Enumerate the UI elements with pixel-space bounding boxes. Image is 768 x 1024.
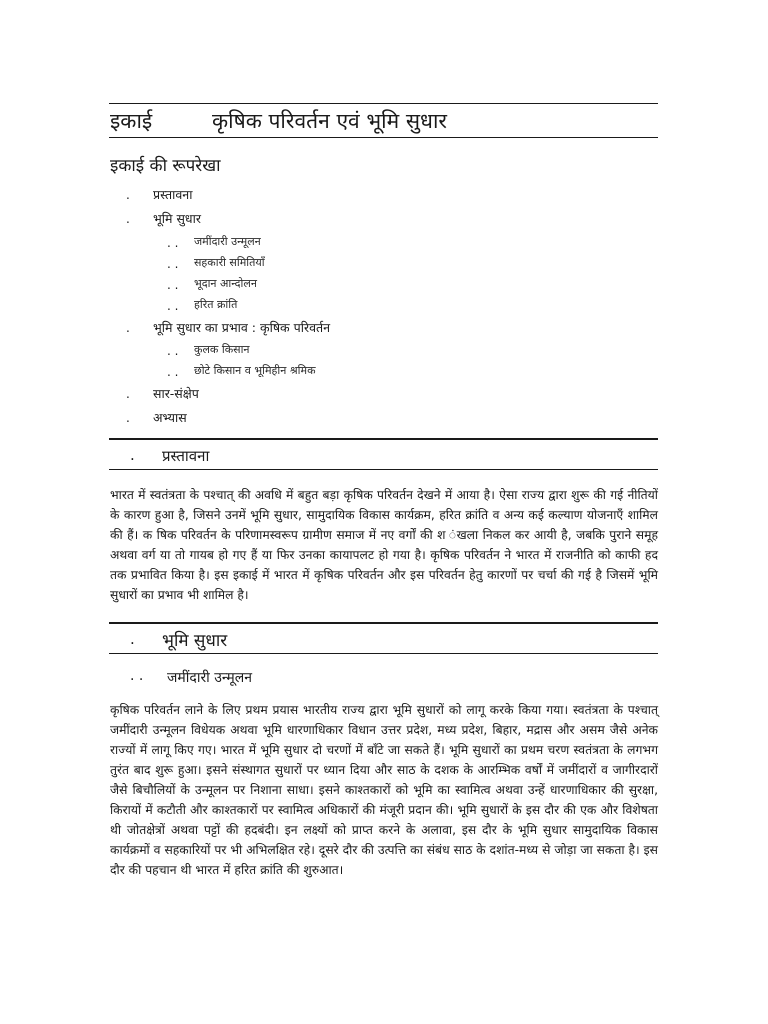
outline-item-label: सार-संक्षेप <box>153 386 199 401</box>
section2-top-rule <box>109 622 658 624</box>
outline-item-number: . <box>126 387 130 401</box>
outline-item-number: . . <box>167 365 179 379</box>
header-top-rule <box>109 103 658 104</box>
section1-number: . <box>130 446 135 464</box>
outline-item-number: . <box>126 321 130 335</box>
outline-item-number: . . <box>167 299 179 313</box>
section1-bottom-rule <box>109 469 658 470</box>
outline-item-label: जमींदारी उन्मूलन <box>194 235 261 248</box>
subsection-number: . . <box>130 668 144 684</box>
outline-item-number: . . <box>167 236 179 250</box>
outline-item-label: भूमि सुधार का प्रभाव : कृषिक परिवर्तन <box>153 320 331 335</box>
outline-item-number: . <box>126 212 130 226</box>
outline-item-number: . <box>126 188 130 202</box>
unit-label: इकाई <box>110 109 153 133</box>
outline-item-label: हरित क्रांति <box>194 298 238 311</box>
section2-title: भूमि सुधार <box>162 631 228 651</box>
section2-bottom-rule <box>109 653 658 654</box>
outline-title: इकाई की रूपरेखा <box>110 156 221 176</box>
outline-item-label: सहकारी समितियाँ <box>194 256 265 269</box>
outline-item-number: . . <box>167 278 179 292</box>
header-bottom-rule <box>109 137 658 138</box>
outline-item-label: अभ्यास <box>153 410 187 425</box>
section2-number: . <box>130 630 135 648</box>
section1-body: भारत में स्वतंत्रता के पश्चात् की अवधि में बहुत बड़ा कृषिक परिवर्तन देखने में आया है। ऐसा राज्य द्वारा शुरू की गई नीतियों के कारण हुआ है, जिसने उनमें भूमि सुधार, सामुदायिक विकास कार्यक्रम, हरित क्रांति व अन्य कई कल्याण योजनाएँ शामिल की हैं। क षिक परिवर्तन के परिणामस्वरूप ग्रामीण समाज में नए वर्गों की श ंखला निकल कर आयी है, जबकि पुराने समूह अथवा वर्ग या तो गायब हो गए हैं या फिर उनका कायापलट हो गया है। कृषिक परिवर्तन ने भारत में राजनीति को काफी हद तक प्रभावित किया है। इस इकाई में भारत में कृषिक परिवर्तन और इस परिवर्तन हेतु कारणों पर चर्चा की गई है जिसमें भूमि सुधारों का प्रभाव भी शामिल है। <box>110 488 658 602</box>
outline-item-number: . <box>126 411 130 425</box>
subsection-title: जमींदारी उन्मूलन <box>167 670 253 686</box>
outline-item-label: भूदान आन्दोलन <box>194 277 257 290</box>
outline-item-label: छोटे किसान व भूमिहीन श्रमिक <box>194 364 316 377</box>
section1-title: प्रस्तावना <box>162 447 210 465</box>
outline-item-label: प्रस्तावना <box>153 187 193 202</box>
outline-item-number: . . <box>167 257 179 271</box>
outline-item-number: . . <box>167 344 179 358</box>
outline-item-label: कुलक किसान <box>194 343 250 356</box>
outline-item-label: भूमि सुधार <box>153 211 201 226</box>
section1-top-rule <box>109 438 658 440</box>
unit-title: कृषिक परिवर्तन एवं भूमि सुधार <box>212 109 447 133</box>
subsection-body: कृषिक परिवर्तन लाने के लिए प्रथम प्रयास भारतीय राज्य द्वारा भूमि सुधारों को लागू करके किया गया। स्वतंत्रता के पश्चात् जमींदारी उन्मूलन विधेयक अथवा भूमि धारणाधिकार विधान उत्तर प्रदेश, मध्य प्रदेश, बिहार, मद्रास और असम जैसे अनेक राज्यों में लागू किए गए। भारत में भूमि सुधार दो चरणों में बाँटे जा सकते हैं। भूमि सुधारों का प्रथम चरण स्वतंत्रता के लगभग तुरंत बाद शुरू हुआ। इसने संस्थागत सुधारों पर ध्यान दिया और साठ के दशक के आरम्भिक वर्षों में जमींदारों व जागीरदारों जैसे बिचौलियों के उन्मूलन पर निशाना साधा। इसने काश्तकारों को भूमि का स्वामित्व अथवा उन्हें धारणाधिकार की सुरक्षा, किरायों में कटौती और काश्तकारों पर स्वामित्व अधिकारों की मंजूरी प्रदान की। भूमि सुधारों के इस दौर की एक और विशेषता थी जोतक्षेत्रों अथवा पट्टों की हदबंदी। इन लक्ष्यों को प्राप्त करने के अलावा, इस दौर के भूमि सुधार सामुदायिक विकास कार्यक्रमों व सहकारियों पर भी अभिलक्षित रहे। दूसरे दौर की उत्पत्ति का संबंध साठ के दशांत-मध्य से जोड़ा जा सकता है। इस दौर की पहचान थी भारत में हरित क्रांति की शुरुआत। <box>110 703 658 877</box>
